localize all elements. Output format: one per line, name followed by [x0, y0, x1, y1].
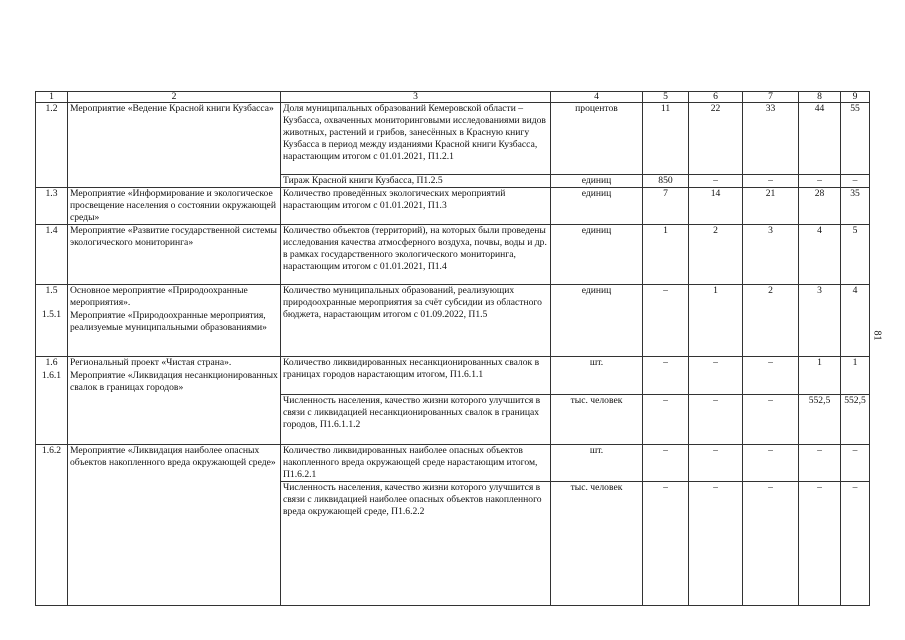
- table-row: [36, 225, 870, 285]
- unit-cell: шт.: [551, 357, 643, 395]
- event-cell: Мероприятие «Развитие государственной системы экологического мониторинга»: [68, 225, 281, 285]
- value-cell: –: [643, 285, 689, 357]
- value-cell: 552,5: [841, 395, 870, 445]
- value-cell: 44: [799, 103, 841, 175]
- row-number-main: 1.5: [45, 285, 58, 296]
- col-header: 5: [643, 92, 689, 103]
- value-cell: –: [799, 482, 841, 606]
- indicators-table: [35, 91, 870, 606]
- value-cell: 4: [799, 225, 841, 285]
- header-row: [36, 92, 870, 103]
- value-cell: 14: [689, 188, 743, 225]
- indicator-cell: Количество ликвидированных несанкционированных свалок в границах городов нарастающим итогом, П1.6.1.1: [281, 357, 551, 395]
- value-cell: 3: [743, 225, 799, 285]
- row-number: [36, 357, 68, 445]
- value-cell: 55: [841, 103, 870, 175]
- event-cell: Мероприятие «Ликвидация наиболее опасных объектов накопленного вреда окружающей среде»: [68, 445, 281, 606]
- page-number: 81: [871, 330, 883, 341]
- unit-cell: тыс. человек: [551, 395, 643, 445]
- table-row: [36, 357, 870, 395]
- value-cell: 11: [643, 103, 689, 175]
- value-cell: 33: [743, 103, 799, 175]
- value-cell: 850: [643, 175, 689, 188]
- value-cell: 7: [643, 188, 689, 225]
- indicator-cell: Численность населения, качество жизни которого улучшится в связи с ликвидацией наиболее опасных объектов накопленного вреда окружающей среде, П1.6.2.2: [281, 482, 551, 606]
- value-cell: 35: [841, 188, 870, 225]
- indicator-cell: Количество объектов (территорий), на которых были проведены исследования качества атмосферного воздуха, почвы, воды и др. в рамках государственного экологического мониторинга, нарастающим итогом с 01.01.2021, П1.4: [281, 225, 551, 285]
- col-header: 7: [743, 92, 799, 103]
- unit-cell: единиц: [551, 225, 643, 285]
- value-cell: –: [743, 445, 799, 482]
- value-cell: 22: [689, 103, 743, 175]
- value-cell: –: [643, 482, 689, 606]
- col-header: 6: [689, 92, 743, 103]
- value-cell: 1: [643, 225, 689, 285]
- indicator-cell: Тираж Красной книги Кузбасса, П1.2.5: [281, 175, 551, 188]
- row-number: 1.6.2: [36, 445, 68, 606]
- event-cell: Мероприятие «Информирование и экологическое просвещение населения о состоянии окружающей среды»: [68, 188, 281, 225]
- table-row: [36, 103, 870, 175]
- value-cell: 1: [841, 357, 870, 395]
- value-cell: 21: [743, 188, 799, 225]
- value-cell: 5: [841, 225, 870, 285]
- event-main: Региональный проект «Чистая страна».: [70, 357, 232, 368]
- row-number: 1.4: [36, 225, 68, 285]
- value-cell: 552,5: [799, 395, 841, 445]
- col-header: 3: [281, 92, 551, 103]
- row-number-sub: 1.5.1: [41, 309, 62, 320]
- unit-cell: процентов: [551, 103, 643, 175]
- value-cell: –: [643, 395, 689, 445]
- value-cell: –: [743, 395, 799, 445]
- row-number-sub: 1.6.1: [41, 370, 62, 381]
- col-header: 4: [551, 92, 643, 103]
- indicator-cell: Количество проведённых экологических мероприятий нарастающим итогом с 01.01.2021, П1.3: [281, 188, 551, 225]
- value-cell: –: [841, 482, 870, 606]
- indicator-cell: Доля муниципальных образований Кемеровской области – Кузбасса, охваченных мониторинговыми исследованиями видов животных, растений и грибов, занесённых в Красную книгу Кузбасса в период между изданиями Красной книги Кузбасса, нарастающим итогом с 01.01.2021, П1.2.1: [281, 103, 551, 175]
- col-header: 9: [841, 92, 870, 103]
- value-cell: 28: [799, 188, 841, 225]
- unit-cell: шт.: [551, 445, 643, 482]
- value-cell: 1: [799, 357, 841, 395]
- indicator-cell: Количество муниципальных образований, реализующих природоохранные мероприятия за счёт субсидии из областного бюджета, нарастающим итогом с 01.09.2022, П1.5: [281, 285, 551, 357]
- indicator-cell: Численность населения, качество жизни которого улучшится в связи с ликвидацией несанкционированных свалок в границах городов, П1.6.1.1.2: [281, 395, 551, 445]
- value-cell: 3: [799, 285, 841, 357]
- event-main: Основное мероприятие «Природоохранные мероприятия».: [70, 285, 248, 308]
- col-header: 8: [799, 92, 841, 103]
- value-cell: –: [689, 395, 743, 445]
- value-cell: –: [689, 445, 743, 482]
- event-sub: Мероприятие «Природоохранные мероприятия, реализуемые муниципальными образованиями»: [70, 310, 267, 333]
- unit-cell: единиц: [551, 188, 643, 225]
- row-number: 1.3: [36, 188, 68, 225]
- value-cell: –: [799, 175, 841, 188]
- value-cell: –: [799, 445, 841, 482]
- unit-cell: единиц: [551, 285, 643, 357]
- event-cell: [68, 357, 281, 445]
- value-cell: –: [743, 175, 799, 188]
- value-cell: 2: [689, 225, 743, 285]
- event-cell: Мероприятие «Ведение Красной книги Кузбасса»: [68, 103, 281, 188]
- table-row: [36, 188, 870, 225]
- value-cell: –: [743, 357, 799, 395]
- value-cell: –: [743, 482, 799, 606]
- row-number: 1.2: [36, 103, 68, 188]
- value-cell: –: [841, 175, 870, 188]
- event-cell: [68, 285, 281, 357]
- col-header: 2: [68, 92, 281, 103]
- row-number-main: 1.6: [45, 357, 58, 368]
- indicator-cell: Количество ликвидированных наиболее опасных объектов накопленного вреда окружающей среде нарастающим итогом, П1.6.2.1: [281, 445, 551, 482]
- value-cell: 2: [743, 285, 799, 357]
- value-cell: –: [643, 357, 689, 395]
- table-row: [36, 285, 870, 357]
- value-cell: –: [643, 445, 689, 482]
- value-cell: 1: [689, 285, 743, 357]
- event-sub: Мероприятие «Ликвидация несанкционированных свалок в границах городов»: [70, 370, 278, 393]
- value-cell: 4: [841, 285, 870, 357]
- unit-cell: единиц: [551, 175, 643, 188]
- value-cell: –: [689, 175, 743, 188]
- col-header: 1: [36, 92, 68, 103]
- value-cell: –: [689, 357, 743, 395]
- unit-cell: тыс. человек: [551, 482, 643, 606]
- value-cell: –: [689, 482, 743, 606]
- table-row: [36, 445, 870, 482]
- row-number: [36, 285, 68, 357]
- value-cell: –: [841, 445, 870, 482]
